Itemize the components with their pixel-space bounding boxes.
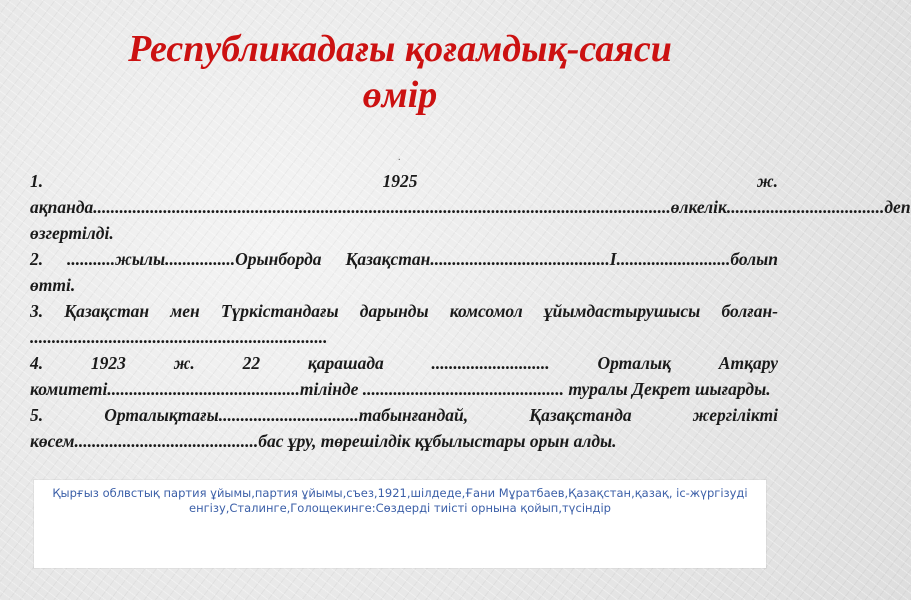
slide-title	[60, 26, 740, 118]
question-1: 1. 1925 ж. ақпанда....................................................................................................................................өлкелік....................................деп өзгертілді.	[30, 171, 911, 243]
question-3: 3. Қазақстан мен Түркістандағы дарынды комсомол ұйымдастырушысы болған- ....................................................................	[30, 301, 778, 347]
question-4: 4. 1923 ж. 22 қарашада ........................... Орталық Атқару комитеті............................................тілінде .............................................. туралы Декрет шығарды.	[30, 353, 778, 399]
dot-mark: .	[398, 152, 401, 163]
question-5: 5. Орталықтағы................................табынғандай, Қазақстанда жергілікті көсем..........................................бас ұру, төрешілдік құбылыстары орын алды.	[30, 405, 778, 451]
answer-box	[34, 480, 766, 568]
slide-title-line-1: Республикадағы қоғамдық-саяси	[128, 28, 672, 70]
slide-title-line-2: өмір	[362, 74, 438, 116]
answer-hint: Қырғыз облвстық партия ұйымы,партия ұйымы,съез,1921,шілдеде,Ғани Мұратбаев,Қазақстан,қазақ, іс-жүргізуді енгізу,Сталинге,Голощекинге:Сөздерді тиісті орнына қойып,түсіндір	[52, 486, 748, 515]
question-list	[30, 168, 911, 454]
question-2: 2. ...........жылы................Орынборда Қазақстан.........................................I..........................болып өтті.	[30, 249, 778, 295]
